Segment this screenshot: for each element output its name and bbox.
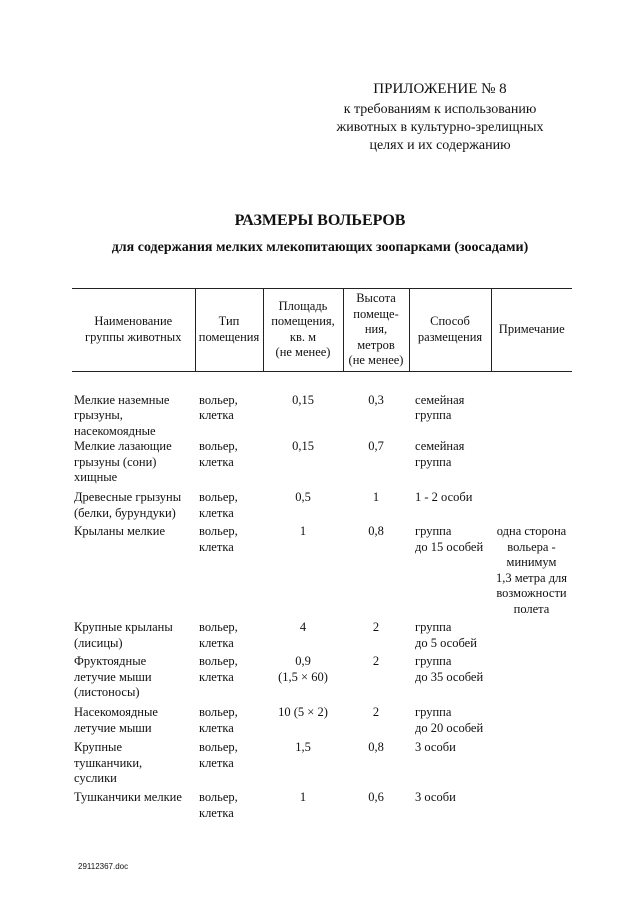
cell-line: клетка xyxy=(199,669,234,684)
cell-line: (1,5 × 60) xyxy=(278,669,328,684)
cell-height xyxy=(343,439,409,490)
cell-placement xyxy=(409,654,491,705)
cell-height xyxy=(343,620,409,654)
cell-placement xyxy=(409,620,491,654)
cell-line: 0,7 xyxy=(368,439,384,453)
cell-line: вольер, xyxy=(199,392,238,407)
cell-line: 0,15 xyxy=(292,439,314,453)
cell-line: до 20 особей xyxy=(415,720,484,735)
cell-group-name xyxy=(72,620,195,654)
cell-note xyxy=(491,740,572,790)
cell-line: 0,8 xyxy=(368,524,384,538)
cell-line: 0,8 xyxy=(368,740,384,754)
cell-line: Способ xyxy=(430,314,470,329)
appendix-block xyxy=(300,80,580,155)
cell-line: 0,6 xyxy=(368,790,384,804)
cell-placement xyxy=(409,439,491,490)
cell-group-name xyxy=(72,790,195,821)
cell-group-name xyxy=(72,490,195,524)
cell-area xyxy=(263,620,343,654)
appendix-line: к требованиям к использованию xyxy=(343,102,537,117)
table-row xyxy=(72,790,572,821)
cell-line: (не менее) xyxy=(348,353,404,367)
cell-area xyxy=(263,439,343,490)
cell-line: клетка xyxy=(199,755,234,770)
cell-line: группа xyxy=(415,654,452,668)
cell-room-type xyxy=(195,620,263,654)
cell-line: летучие мыши xyxy=(74,669,152,684)
appendix-line: целях и их содержанию xyxy=(369,138,511,153)
cell-line: возможности xyxy=(496,586,567,600)
cell-placement xyxy=(409,524,491,620)
cell-room-type xyxy=(195,490,263,524)
cell-height xyxy=(343,524,409,620)
table-header-row xyxy=(72,289,572,372)
header-group-name xyxy=(72,289,195,372)
cell-line: 1 xyxy=(299,524,307,538)
cell-line: 1 - 2 особи xyxy=(415,490,473,504)
header-height xyxy=(343,289,409,372)
cell-line: тушканчики, xyxy=(74,755,143,770)
cell-line: (лисицы) xyxy=(74,635,123,650)
header-placement xyxy=(409,289,491,372)
document-subtitle: для содержания мелких млекопитающих зоопарками (зоосадами) xyxy=(111,240,529,255)
cell-line: 1 xyxy=(372,490,380,504)
cell-group-name xyxy=(72,524,195,620)
table-row xyxy=(72,371,572,439)
cell-line: помещения, xyxy=(271,314,335,329)
cell-placement xyxy=(409,371,491,439)
cell-line: до 35 особей xyxy=(415,669,484,684)
table-row xyxy=(72,740,572,790)
cell-height xyxy=(343,705,409,740)
cell-line: клетка xyxy=(199,635,234,650)
cell-line: группы животных xyxy=(85,329,182,344)
cell-line: метров xyxy=(357,337,395,352)
cell-line: 1,3 метра для xyxy=(495,570,568,585)
cell-area xyxy=(263,705,343,740)
cell-height xyxy=(343,790,409,821)
cell-line: размещения xyxy=(417,329,483,344)
cell-line: группа xyxy=(415,524,452,538)
cell-placement xyxy=(409,705,491,740)
cell-line: 0,3 xyxy=(368,392,384,407)
cell-line: минимум xyxy=(506,555,557,569)
cell-note xyxy=(491,654,572,705)
cell-note xyxy=(491,620,572,654)
cell-area xyxy=(263,790,343,821)
cell-line: клетка xyxy=(199,539,234,554)
cell-line: 3 особи xyxy=(415,790,456,804)
cell-line: Высота xyxy=(356,291,396,305)
enclosure-size-table xyxy=(72,288,572,821)
cell-note xyxy=(491,439,572,490)
cell-line: семейная xyxy=(415,439,465,453)
cell-line: вольер, xyxy=(199,705,238,719)
appendix-line: животных в культурно-зрелищных xyxy=(336,120,544,135)
cell-line: группа xyxy=(415,408,452,422)
cell-note xyxy=(491,371,572,439)
cell-placement xyxy=(409,740,491,790)
cell-note xyxy=(491,524,572,620)
document-title: РАЗМЕРЫ ВОЛЬЕРОВ xyxy=(234,212,406,229)
cell-line: 0,15 xyxy=(292,392,314,407)
cell-line: 0,9 xyxy=(295,654,311,668)
cell-area xyxy=(263,490,343,524)
cell-line: насекомоядные xyxy=(74,423,156,438)
cell-line: до 15 особей xyxy=(415,539,484,554)
cell-line: вольера - xyxy=(507,539,556,554)
cell-line: ния, xyxy=(364,322,388,336)
cell-height xyxy=(343,371,409,439)
cell-height xyxy=(343,490,409,524)
cell-line: вольер, xyxy=(199,620,238,634)
cell-line: Мелкие наземные xyxy=(74,392,170,407)
cell-line: полета xyxy=(513,601,550,616)
cell-line: помещения xyxy=(198,329,260,344)
cell-line: вольер, xyxy=(199,740,238,754)
cell-line: вольер, xyxy=(199,654,238,668)
cell-line: (листоносы) xyxy=(74,685,140,699)
cell-line: семейная xyxy=(415,392,465,407)
cell-line: 4 xyxy=(299,620,307,634)
cell-line: группа xyxy=(415,705,452,719)
appendix-title: ПРИЛОЖЕНИЕ № 8 xyxy=(373,81,507,97)
cell-line: Примечание xyxy=(498,322,565,336)
cell-line: 0,5 xyxy=(295,490,311,504)
header-note xyxy=(491,289,572,372)
cell-note xyxy=(491,790,572,821)
cell-group-name xyxy=(72,654,195,705)
cell-line: Тип xyxy=(218,314,240,329)
cell-line: Фруктоядные xyxy=(74,654,147,668)
cell-line: 1,5 xyxy=(295,740,311,754)
cell-line: грызуны (сони) xyxy=(74,454,157,469)
cell-line: клетка xyxy=(199,505,234,520)
cell-line: (белки, бурундуки) xyxy=(74,505,176,520)
cell-height xyxy=(343,654,409,705)
table-row xyxy=(72,490,572,524)
header-room-type xyxy=(195,289,263,372)
cell-line: 3 особи xyxy=(415,740,456,754)
cell-line: 2 xyxy=(372,654,380,668)
cell-note xyxy=(491,490,572,524)
cell-room-type xyxy=(195,705,263,740)
cell-line: летучие мыши xyxy=(74,720,152,735)
cell-line: Древесные грызуны xyxy=(74,490,182,504)
cell-line: хищные xyxy=(74,470,118,484)
cell-line: Площадь xyxy=(278,298,328,313)
cell-area xyxy=(263,371,343,439)
cell-line: 10 (5 × 2) xyxy=(278,705,328,719)
cell-area xyxy=(263,654,343,705)
cell-line: Крыланы мелкие xyxy=(74,524,165,538)
cell-line: Крупные крыланы xyxy=(74,620,173,634)
cell-placement xyxy=(409,790,491,821)
cell-room-type xyxy=(195,790,263,821)
cell-line: вольер, xyxy=(199,524,238,538)
cell-line: кв. м xyxy=(289,329,317,344)
cell-line: Наименование xyxy=(94,314,173,329)
table-row xyxy=(72,524,572,620)
table-row xyxy=(72,705,572,740)
cell-line: Мелкие лазающие xyxy=(74,439,172,453)
cell-room-type xyxy=(195,371,263,439)
cell-line: одна сторона xyxy=(496,524,567,538)
table-row xyxy=(72,439,572,490)
cell-line: 1 xyxy=(299,790,307,804)
cell-line: клетка xyxy=(199,720,234,735)
cell-line: клетка xyxy=(199,805,234,820)
cell-line: Насекомоядные xyxy=(74,705,158,719)
cell-line: (не менее) xyxy=(275,345,331,360)
cell-line: группа xyxy=(415,620,452,634)
cell-line: до 5 особей xyxy=(415,635,477,650)
cell-room-type xyxy=(195,740,263,790)
cell-line: вольер, xyxy=(199,790,238,804)
cell-height xyxy=(343,740,409,790)
table-body xyxy=(72,371,572,821)
cell-room-type xyxy=(195,654,263,705)
cell-room-type xyxy=(195,439,263,490)
cell-line: Тушканчики мелкие xyxy=(74,790,182,804)
cell-group-name xyxy=(72,439,195,490)
cell-note xyxy=(491,705,572,740)
cell-line: группа xyxy=(415,454,452,469)
cell-line: 2 xyxy=(372,620,380,634)
cell-line: суслики xyxy=(74,771,117,785)
cell-group-name xyxy=(72,705,195,740)
cell-line: грызуны, xyxy=(74,408,123,422)
cell-line: Крупные xyxy=(74,740,122,754)
cell-group-name xyxy=(72,371,195,439)
cell-line: клетка xyxy=(199,454,234,469)
cell-line: клетка xyxy=(199,408,234,422)
cell-area xyxy=(263,524,343,620)
cell-line: вольер, xyxy=(199,490,238,504)
table-row xyxy=(72,620,572,654)
cell-line: вольер, xyxy=(199,439,238,453)
cell-room-type xyxy=(195,524,263,620)
file-name-footer: 29112367.doc xyxy=(78,862,129,871)
cell-group-name xyxy=(72,740,195,790)
cell-line: 2 xyxy=(372,705,380,719)
cell-area xyxy=(263,740,343,790)
header-area xyxy=(263,289,343,372)
table-row xyxy=(72,654,572,705)
cell-line: помеще- xyxy=(353,306,399,321)
cell-placement xyxy=(409,490,491,524)
